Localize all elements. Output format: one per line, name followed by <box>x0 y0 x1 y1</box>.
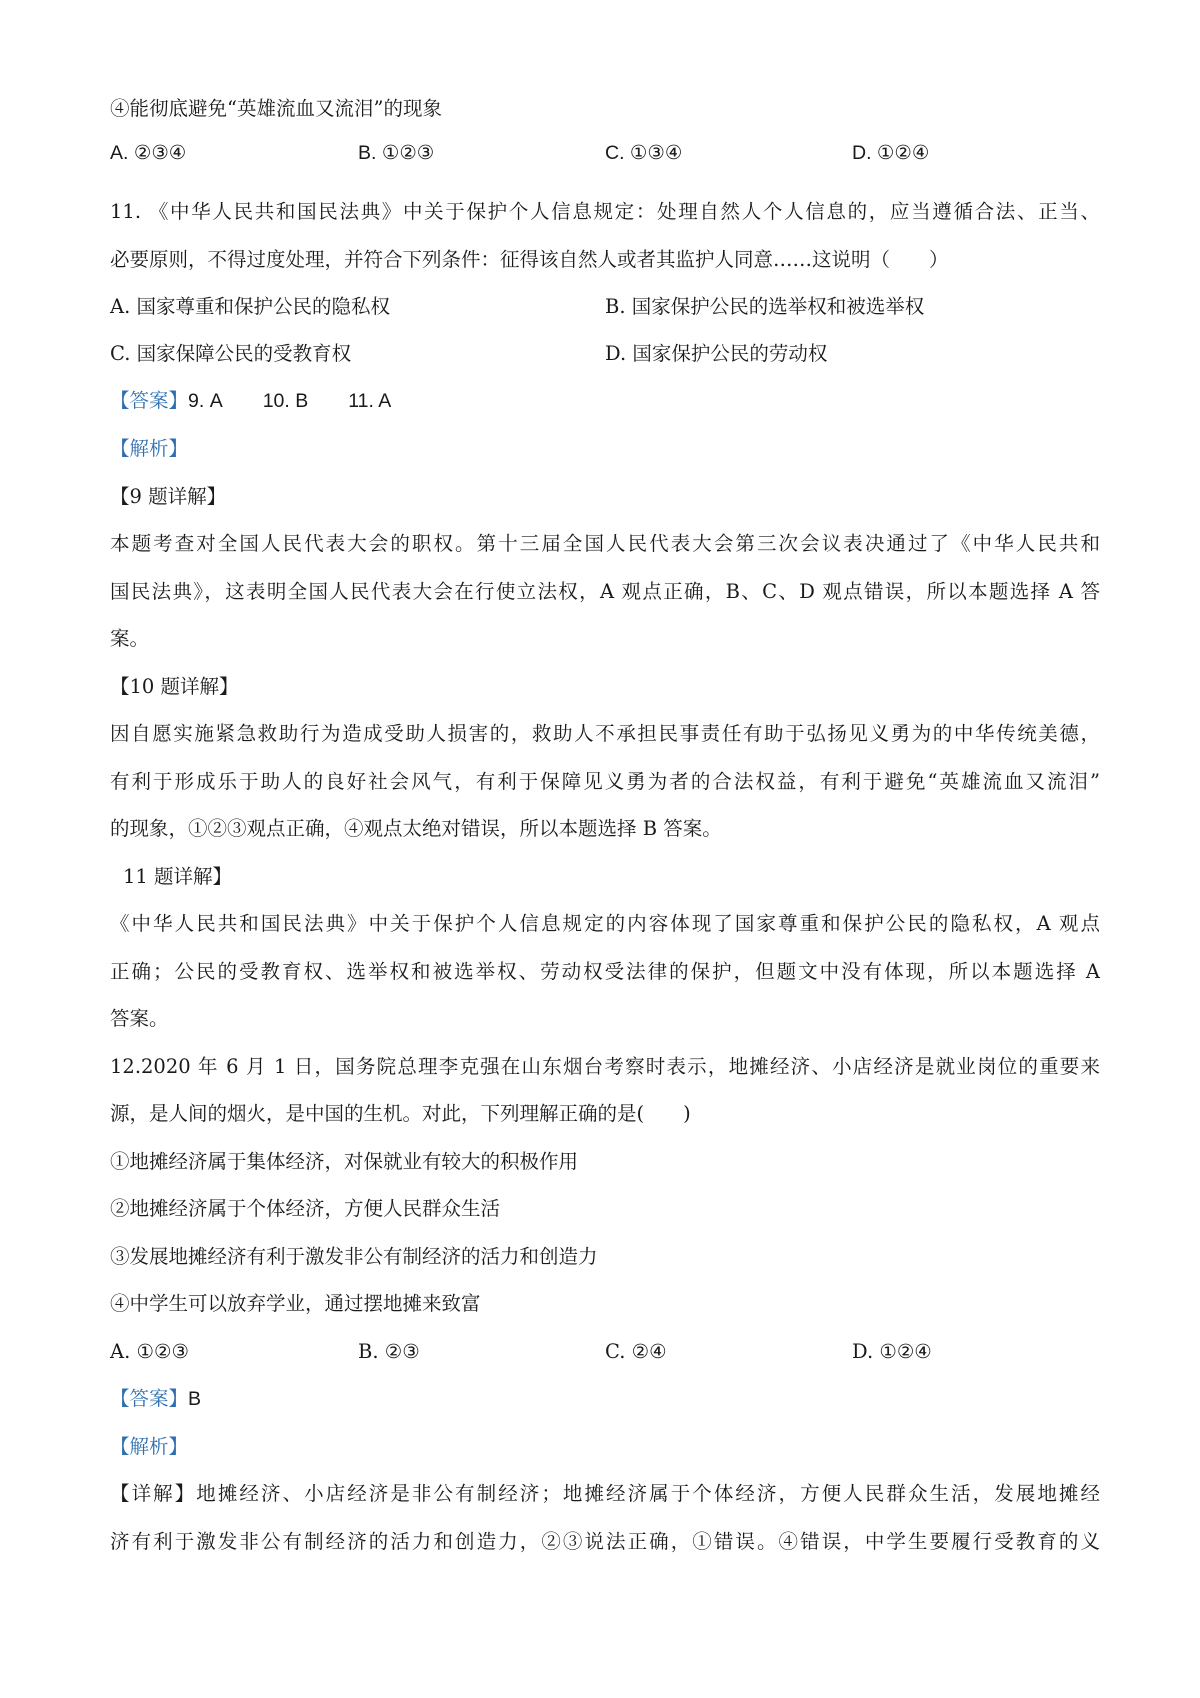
q11-option-b: B. 国家保护公民的选举权和被选举权 <box>605 295 925 318</box>
q10-option-c: C. ①③④ <box>605 142 683 164</box>
detail-11-line-3: 答案。 <box>110 1007 169 1030</box>
answer-12-value: B <box>188 1388 202 1410</box>
detail-9-line-3: 案。 <box>110 627 150 650</box>
q12-option-a: A. ①②③ <box>110 1340 189 1363</box>
detail-9-heading: 【9 题详解】 <box>110 485 227 508</box>
q11-option-d: D. 国家保护公民的劳动权 <box>605 342 828 365</box>
q12-item-2: ②地摊经济属于个体经济，方便人民群众生活 <box>110 1197 501 1220</box>
detail-10-line-1: 因自愿实施紧急救助行为造成受助人损害的，救助人不承担民事责任有助于弘扬见义勇为的中华传统美德， <box>110 722 1100 745</box>
q12-option-c: C. ②④ <box>605 1340 667 1363</box>
answer-12-tag: 【答案】 <box>110 1387 189 1410</box>
detail-12-text-1: 地摊经济、小店经济是非公有制经济；地摊经济属于个体经济，方便人民群众生活，发展地摊经 <box>196 1482 1100 1505</box>
q10-option-d: D. ①②④ <box>852 142 930 164</box>
q12-stem-line-2: 源，是人间的烟火，是中国的生机。对此，下列理解正确的是( ) <box>110 1102 691 1125</box>
detail-10-heading: 【10 题详解】 <box>110 675 239 698</box>
answer-tag: 【答案】 <box>110 389 189 412</box>
q12-option-b: B. ②③ <box>358 1340 420 1363</box>
detail-9-line-1: 本题考查对全国人民代表大会的职权。第十三届全国人民代表大会第三次会议表决通过了《中华人民共和 <box>110 532 1100 555</box>
q11-option-a: A. 国家尊重和保护公民的隐私权 <box>110 295 390 318</box>
answer-11: 11. A <box>348 390 392 412</box>
detail-12-line-1 <box>110 1481 1100 1507</box>
q12-stem-line-1: 12.2020 年 6 月 1 日，国务院总理李克强在山东烟台考察时表示，地摊经济、小店经济是就业岗位的重要来 <box>110 1055 1100 1078</box>
answer-line <box>110 388 391 414</box>
q12-item-3: ③发展地摊经济有利于激发非公有制经济的活力和创造力 <box>110 1245 598 1268</box>
q11-option-c: C. 国家保障公民的受教育权 <box>110 342 352 365</box>
analysis-12-tag: 【解析】 <box>110 1435 189 1458</box>
answer-9: 9. A <box>188 390 223 412</box>
q10-option-a: A. ②③④ <box>110 142 187 164</box>
q10-option-b: B. ①②③ <box>358 142 435 164</box>
detail-12-line-2: 济有利于激发非公有制经济的活力和创造力，②③说法正确，①错误。④错误，中学生要履行受教育的义 <box>110 1530 1100 1553</box>
detail-9-line-2: 国民法典》，这表明全国人民代表大会在行使立法权，A 观点正确，B、C、D 观点错误，所以本题选择 A 答 <box>110 580 1100 603</box>
detail-11-line-2: 正确；公民的受教育权、选举权和被选举权、劳动权受法律的保护，但题文中没有体现，所以本题选择 A <box>110 960 1100 983</box>
detail-12-tag: 【详解】 <box>110 1482 197 1505</box>
analysis-tag: 【解析】 <box>110 437 189 460</box>
answer-12-line <box>110 1386 201 1412</box>
detail-10-line-3: 的现象，①②③观点正确，④观点太绝对错误，所以本题选择 B 答案。 <box>110 817 722 840</box>
q10-item-4: ④能彻底避免“英雄流血又流泪”的现象 <box>110 97 442 120</box>
detail-11-heading: 11 题详解】 <box>123 865 233 888</box>
detail-11-line-1: 《中华人民共和国民法典》中关于保护个人信息规定的内容体现了国家尊重和保护公民的隐私权，A 观点 <box>110 912 1100 935</box>
q12-option-d: D. ①②④ <box>852 1340 932 1363</box>
answer-10: 10. B <box>262 390 309 412</box>
detail-10-line-2: 有利于形成乐于助人的良好社会风气，有利于保障见义勇为者的合法权益，有利于避免“英雄流血又流泪” <box>110 770 1100 793</box>
q12-item-4: ④中学生可以放弃学业，通过摆地摊来致富 <box>110 1292 481 1315</box>
q11-stem-line-2: 必要原则，不得过度处理，并符合下列条件：征得该自然人或者其监护人同意……这说明（ ） <box>110 248 949 271</box>
q11-stem-line-1: 11. 《中华人民共和国民法典》中关于保护个人信息规定：处理自然人个人信息的，应当遵循合法、正当、 <box>110 200 1100 223</box>
q12-item-1: ①地摊经济属于集体经济，对保就业有较大的积极作用 <box>110 1150 579 1173</box>
